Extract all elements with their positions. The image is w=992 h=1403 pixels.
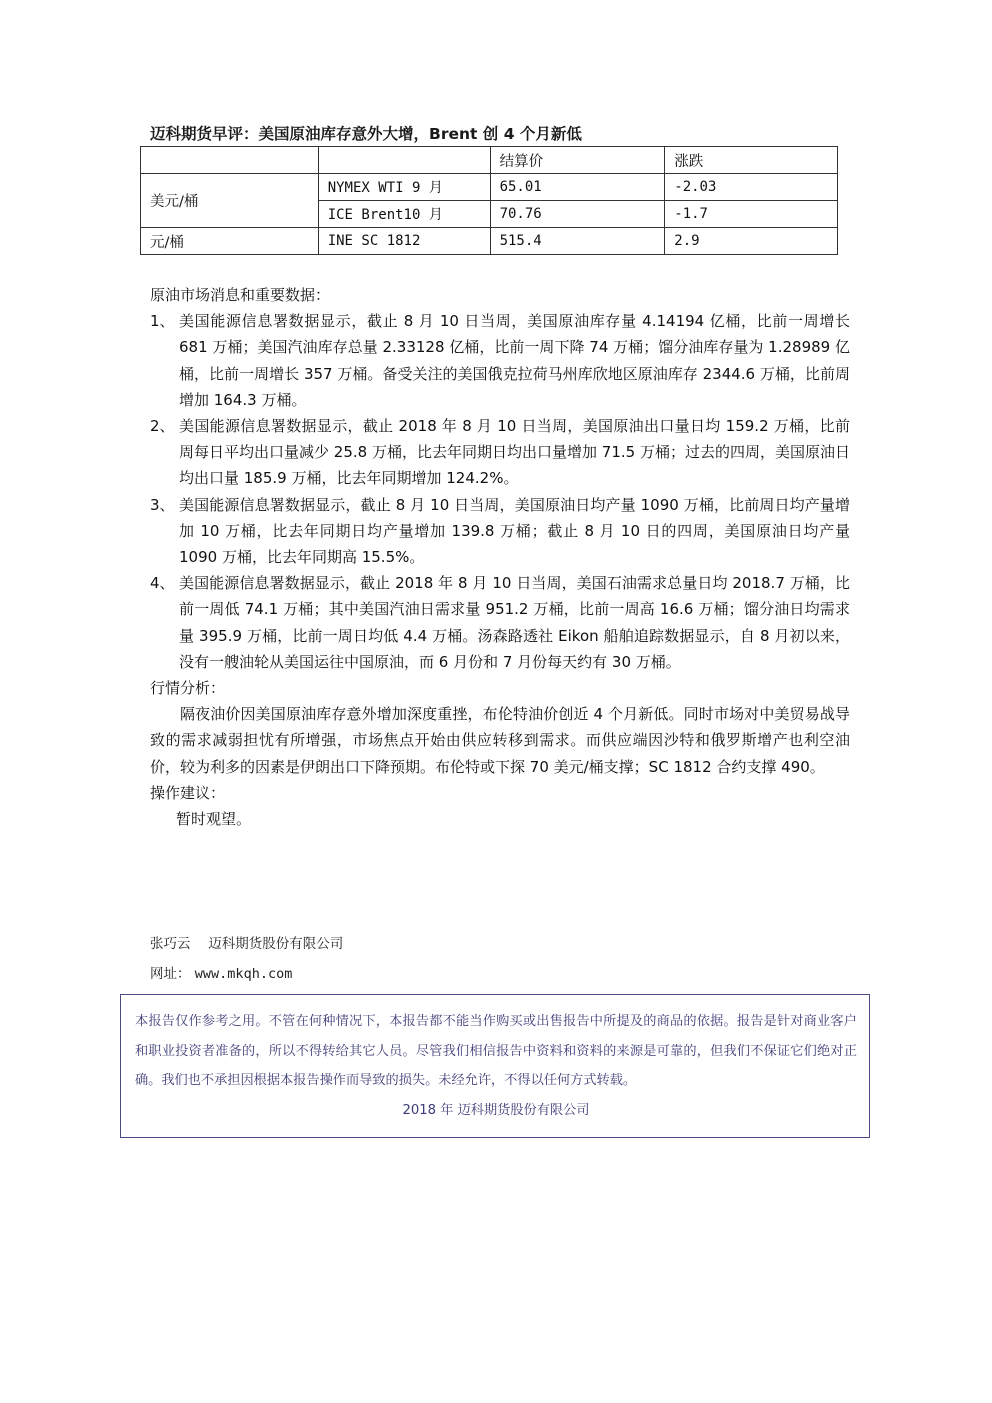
author-line: 张巧云 迈科期货股份有限公司 bbox=[150, 936, 344, 952]
list-item bbox=[150, 492, 850, 571]
unit-cell: 元/桶 bbox=[141, 228, 319, 255]
contract-cell: NYMEX WTI 9 月 bbox=[318, 174, 490, 201]
table-header-cell bbox=[318, 147, 490, 174]
analysis-heading: 行情分析： bbox=[150, 679, 226, 698]
table-header-settle-price: 结算价 bbox=[490, 147, 665, 174]
list-text: 美国能源信息署数据显示，截止 8 月 10 日当周，美国原油库存量 4.14194 亿桶，比前一周增长 681 万桶；美国汽油库存总量 2.33128 亿桶，比前一周下降 74 万桶；馏分油库存量为 1.28989 亿桶，比前一周增长 357 万桶。备受关注的美国俄克拉荷马州库欣地区原油库存 2344.6 万桶，比前周增加 164.3 万桶。 bbox=[179, 312, 850, 409]
list-item bbox=[150, 413, 850, 492]
change-cell: 2.9 bbox=[665, 228, 838, 255]
list-number: 1、 bbox=[150, 312, 175, 331]
list-number: 3、 bbox=[150, 495, 175, 514]
table-row bbox=[141, 174, 838, 201]
advice-heading: 操作建议： bbox=[150, 783, 226, 802]
change-cell: -1.7 bbox=[665, 201, 838, 228]
list-number: 4、 bbox=[150, 574, 175, 593]
price-cell: 515.4 bbox=[490, 228, 665, 255]
report-body bbox=[150, 282, 850, 832]
list-text: 美国能源信息署数据显示，截止 2018 年 8 月 10 日当周，美国石油需求总量日均 2018.7 万桶，比前一周低 74.1 万桶；其中美国汽油日需求量 951.2 万桶，比前一周高 16.6 万桶；馏分油日均需求量 395.9 万桶，比前一周日均低 4.4 万桶。汤森路透社 Eikon 船舶追踪数据显示，自 8 月初以来，没有一艘油轮从美国运往中国原油，而 6 月份和 7 月份每天约有 30 万桶。 bbox=[179, 574, 850, 671]
disclaimer-text: 本报告仅作参考之用。不管在何种情况下，本报告都不能当作购买或出售报告中所提及的商品的依据。报告是针对商业客户和职业投资者准备的，所以不得转给其它人员。尽管我们相信报告中资料和资料的来源是可靠的，但我们不保证它们绝对正确。我们也不承担因根据本报告操作而导致的损失。未经允许，不得以任何方式转载。 bbox=[135, 1014, 857, 1088]
contract-cell: INE SC 1812 bbox=[318, 228, 490, 255]
disclaimer-box bbox=[120, 994, 870, 1138]
price-table bbox=[140, 146, 838, 255]
website-label: 网址： bbox=[150, 966, 191, 982]
contract-cell: ICE Brent10 月 bbox=[318, 201, 490, 228]
change-cell: -2.03 bbox=[665, 174, 838, 201]
list-text: 美国能源信息署数据显示，截止 8 月 10 日当周，美国原油日均产量 1090 万桶，比前周日均产量增加 10 万桶，比去年同期日均产量增加 139.8 万桶；截止 8 月 10 日的四周，美国原油日均产量 1090 万桶，比去年同期高 15.5%。 bbox=[179, 495, 850, 567]
table-header-row bbox=[141, 147, 838, 174]
author-footer bbox=[150, 929, 343, 989]
table-header-change: 涨跌 bbox=[665, 147, 838, 174]
list-text: 美国能源信息署数据显示，截止 2018 年 8 月 10 日当周，美国原油出口量日均 159.2 万桶，比前周每日平均出口量减少 25.8 万桶，比去年同期日均出口量增加 71.5 万桶；过去的四周，美国原油日均出口量 185.9 万桶，比去年同期增加 124.2%。 bbox=[179, 417, 850, 488]
price-cell: 65.01 bbox=[490, 174, 665, 201]
list-item bbox=[150, 308, 850, 413]
price-cell: 70.76 bbox=[490, 201, 665, 228]
list-number: 2、 bbox=[150, 417, 175, 436]
advice-paragraph: 暂时观望。 bbox=[176, 810, 252, 829]
website-link[interactable]: www.mkqh.com bbox=[194, 966, 293, 982]
disclaimer-copyright: 2018 年 迈科期货股份有限公司 bbox=[402, 1102, 590, 1118]
analysis-paragraph: 隔夜油价因美国原油库存意外增加深度重挫，布伦特油价创近 4 个月新低。同时市场对中美贸易战导致的需求减弱担忧有所增强，市场焦点开始由供应转移到需求。而供应端因沙特和俄罗斯增产也利空油价，较为利多的因素是伊朗出口下降预期。布伦特或下探 70 美元/桶支撑；SC 1812 合约支撑 490。 bbox=[150, 705, 850, 776]
table-header-cell bbox=[141, 147, 319, 174]
unit-cell: 美元/桶 bbox=[141, 174, 319, 228]
website-line bbox=[150, 959, 343, 989]
table-row bbox=[141, 228, 838, 255]
list-item bbox=[150, 570, 850, 675]
news-heading: 原油市场消息和重要数据： bbox=[150, 286, 331, 304]
report-title: 迈科期货早评：美国原油库存意外大增，Brent 创 4 个月新低 bbox=[150, 125, 582, 143]
